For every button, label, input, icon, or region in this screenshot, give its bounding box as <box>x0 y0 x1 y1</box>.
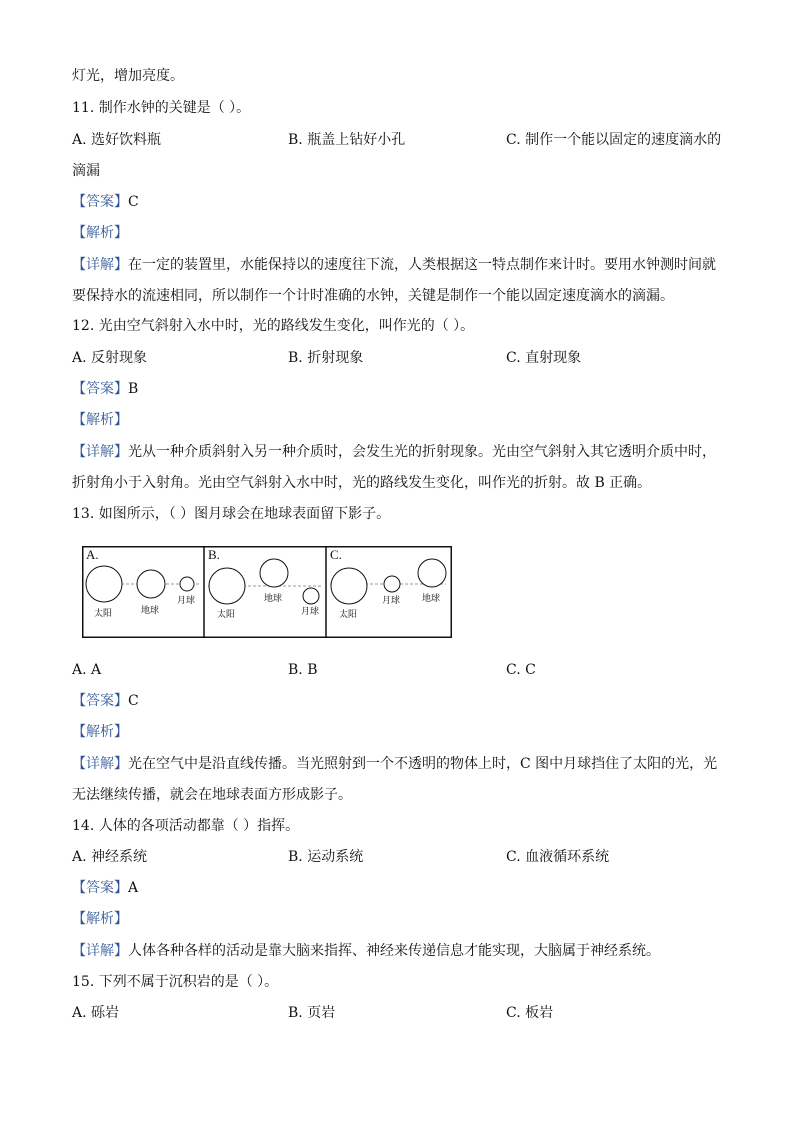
answer-tag: 【答案】 <box>72 194 128 210</box>
answer-tag: 【答案】 <box>72 381 128 397</box>
q14-option-a: A. 神经系统 <box>72 849 148 865</box>
panel-b <box>208 547 322 620</box>
detail-text: 光在空气中是沿直线传播。当光照射到一个不透明的物体上时，C 图中月球挡住了太阳的光，光 <box>128 756 718 772</box>
q11-answer <box>72 192 139 212</box>
moon-circle <box>180 577 194 591</box>
answer-value: C <box>128 693 139 709</box>
earth-circle <box>418 559 446 587</box>
sun-label: 太阳 <box>217 610 236 620</box>
panel-c <box>330 547 446 620</box>
q11-option-c: C. 制作一个能以固定的速度滴水的 <box>506 132 722 148</box>
earth-label: 地球 <box>264 594 283 604</box>
q13-option-c: C. C <box>506 662 536 678</box>
question-11: 11. 制作水钟的关键是（ ）。 <box>72 100 251 116</box>
earth-label: 地球 <box>141 606 160 616</box>
q14-detail-1 <box>72 941 660 961</box>
q12-detail-2: 折射角小于入射角。光由空气斜射入水中时，光的路线发生变化，叫作光的折射。故 B 正确。 <box>72 475 652 491</box>
answer-tag: 【答案】 <box>72 693 128 709</box>
earth-circle <box>260 559 288 587</box>
answer-value: B <box>128 381 139 397</box>
answer-value: C <box>128 194 139 210</box>
q12-option-a: A. 反射现象 <box>72 350 148 366</box>
question-12: 12. 光由空气斜射入水中时，光的路线发生变化，叫作光的（ ）。 <box>72 318 475 334</box>
answer-tag: 【答案】 <box>72 880 128 896</box>
moon-label: 月球 <box>177 596 196 606</box>
answer-value: A <box>128 880 139 896</box>
q11-detail-1 <box>72 255 716 275</box>
q12-option-c: C. 直射现象 <box>506 350 582 366</box>
q12-analysis-tag: 【解析】 <box>72 412 128 428</box>
q11-detail-2: 要保持水的流速相同，所以制作一个计时准确的水钟，关键是制作一个能以固定速度滴水的滴漏。 <box>72 288 674 304</box>
detail-tag: 【详解】 <box>72 444 128 460</box>
q11-option-c-continued: 滴漏 <box>72 163 100 179</box>
figure-svg <box>82 546 452 638</box>
detail-text: 人体各种各样的活动是靠大脑来指挥、神经来传递信息才能实现，大脑属于神经系统。 <box>128 943 660 959</box>
q12-answer <box>72 379 138 399</box>
q11-analysis-tag: 【解析】 <box>72 225 128 241</box>
q12-option-b: B. 折射现象 <box>288 350 364 366</box>
panel-c-letter: C. <box>330 547 342 562</box>
q13-analysis-tag: 【解析】 <box>72 724 128 740</box>
moon-label: 月球 <box>382 596 401 606</box>
q14-option-c: C. 血液循环系统 <box>506 849 610 865</box>
detail-tag: 【详解】 <box>72 257 128 273</box>
panel-b-letter: B. <box>208 547 220 562</box>
q14-answer <box>72 878 138 898</box>
q15-option-a: A. 砾岩 <box>72 1005 120 1021</box>
q13-answer <box>72 691 139 711</box>
q14-option-b: B. 运动系统 <box>288 849 364 865</box>
moon-circle <box>384 576 400 592</box>
detail-text: 光从一种介质斜射入另一种介质时，会发生光的折射现象。光由空气斜射入其它透明介质中时， <box>128 444 716 460</box>
q13-option-b: B. B <box>288 662 318 678</box>
q14-analysis-tag: 【解析】 <box>72 911 128 927</box>
earth-label: 地球 <box>422 594 441 604</box>
q11-option-a: A. 选好饮料瓶 <box>72 132 162 148</box>
q13-detail-1 <box>72 754 717 774</box>
moon-circle <box>303 588 319 604</box>
q13-detail-2: 无法继续传播，就会在地球表面方形成影子。 <box>72 787 352 803</box>
sun-label: 太阳 <box>339 610 358 620</box>
question-13: 13. 如图所示，（ ）图月球会在地球表面留下影子。 <box>72 506 391 522</box>
earth-circle <box>137 570 165 598</box>
sun-label: 太阳 <box>94 609 113 619</box>
detail-text: 在一定的装置里，水能保持以的速度往下流，人类根据这一特点制作来计时。要用水钟测时间就 <box>128 257 716 273</box>
sun-circle <box>86 566 122 602</box>
q11-option-b: B. 瓶盖上钻好小孔 <box>288 132 406 148</box>
q13-option-a: A. A <box>72 662 102 678</box>
q12-detail-1 <box>72 442 716 462</box>
text-line: 灯光，增加亮度。 <box>72 68 184 84</box>
sun-circle <box>209 568 245 604</box>
panel-a <box>86 547 200 619</box>
question-14: 14. 人体的各项活动都靠（ ）指挥。 <box>72 818 300 834</box>
sun-circle <box>331 568 367 604</box>
sun-earth-moon-figure <box>82 546 452 638</box>
moon-label: 月球 <box>301 607 320 617</box>
detail-tag: 【详解】 <box>72 943 128 959</box>
question-15: 15. 下列不属于沉积岩的是（ ）。 <box>72 974 279 990</box>
detail-tag: 【详解】 <box>72 756 128 772</box>
q15-option-c: C. 板岩 <box>506 1005 554 1021</box>
panel-a-letter: A. <box>86 547 99 562</box>
q15-option-b: B. 页岩 <box>288 1005 336 1021</box>
